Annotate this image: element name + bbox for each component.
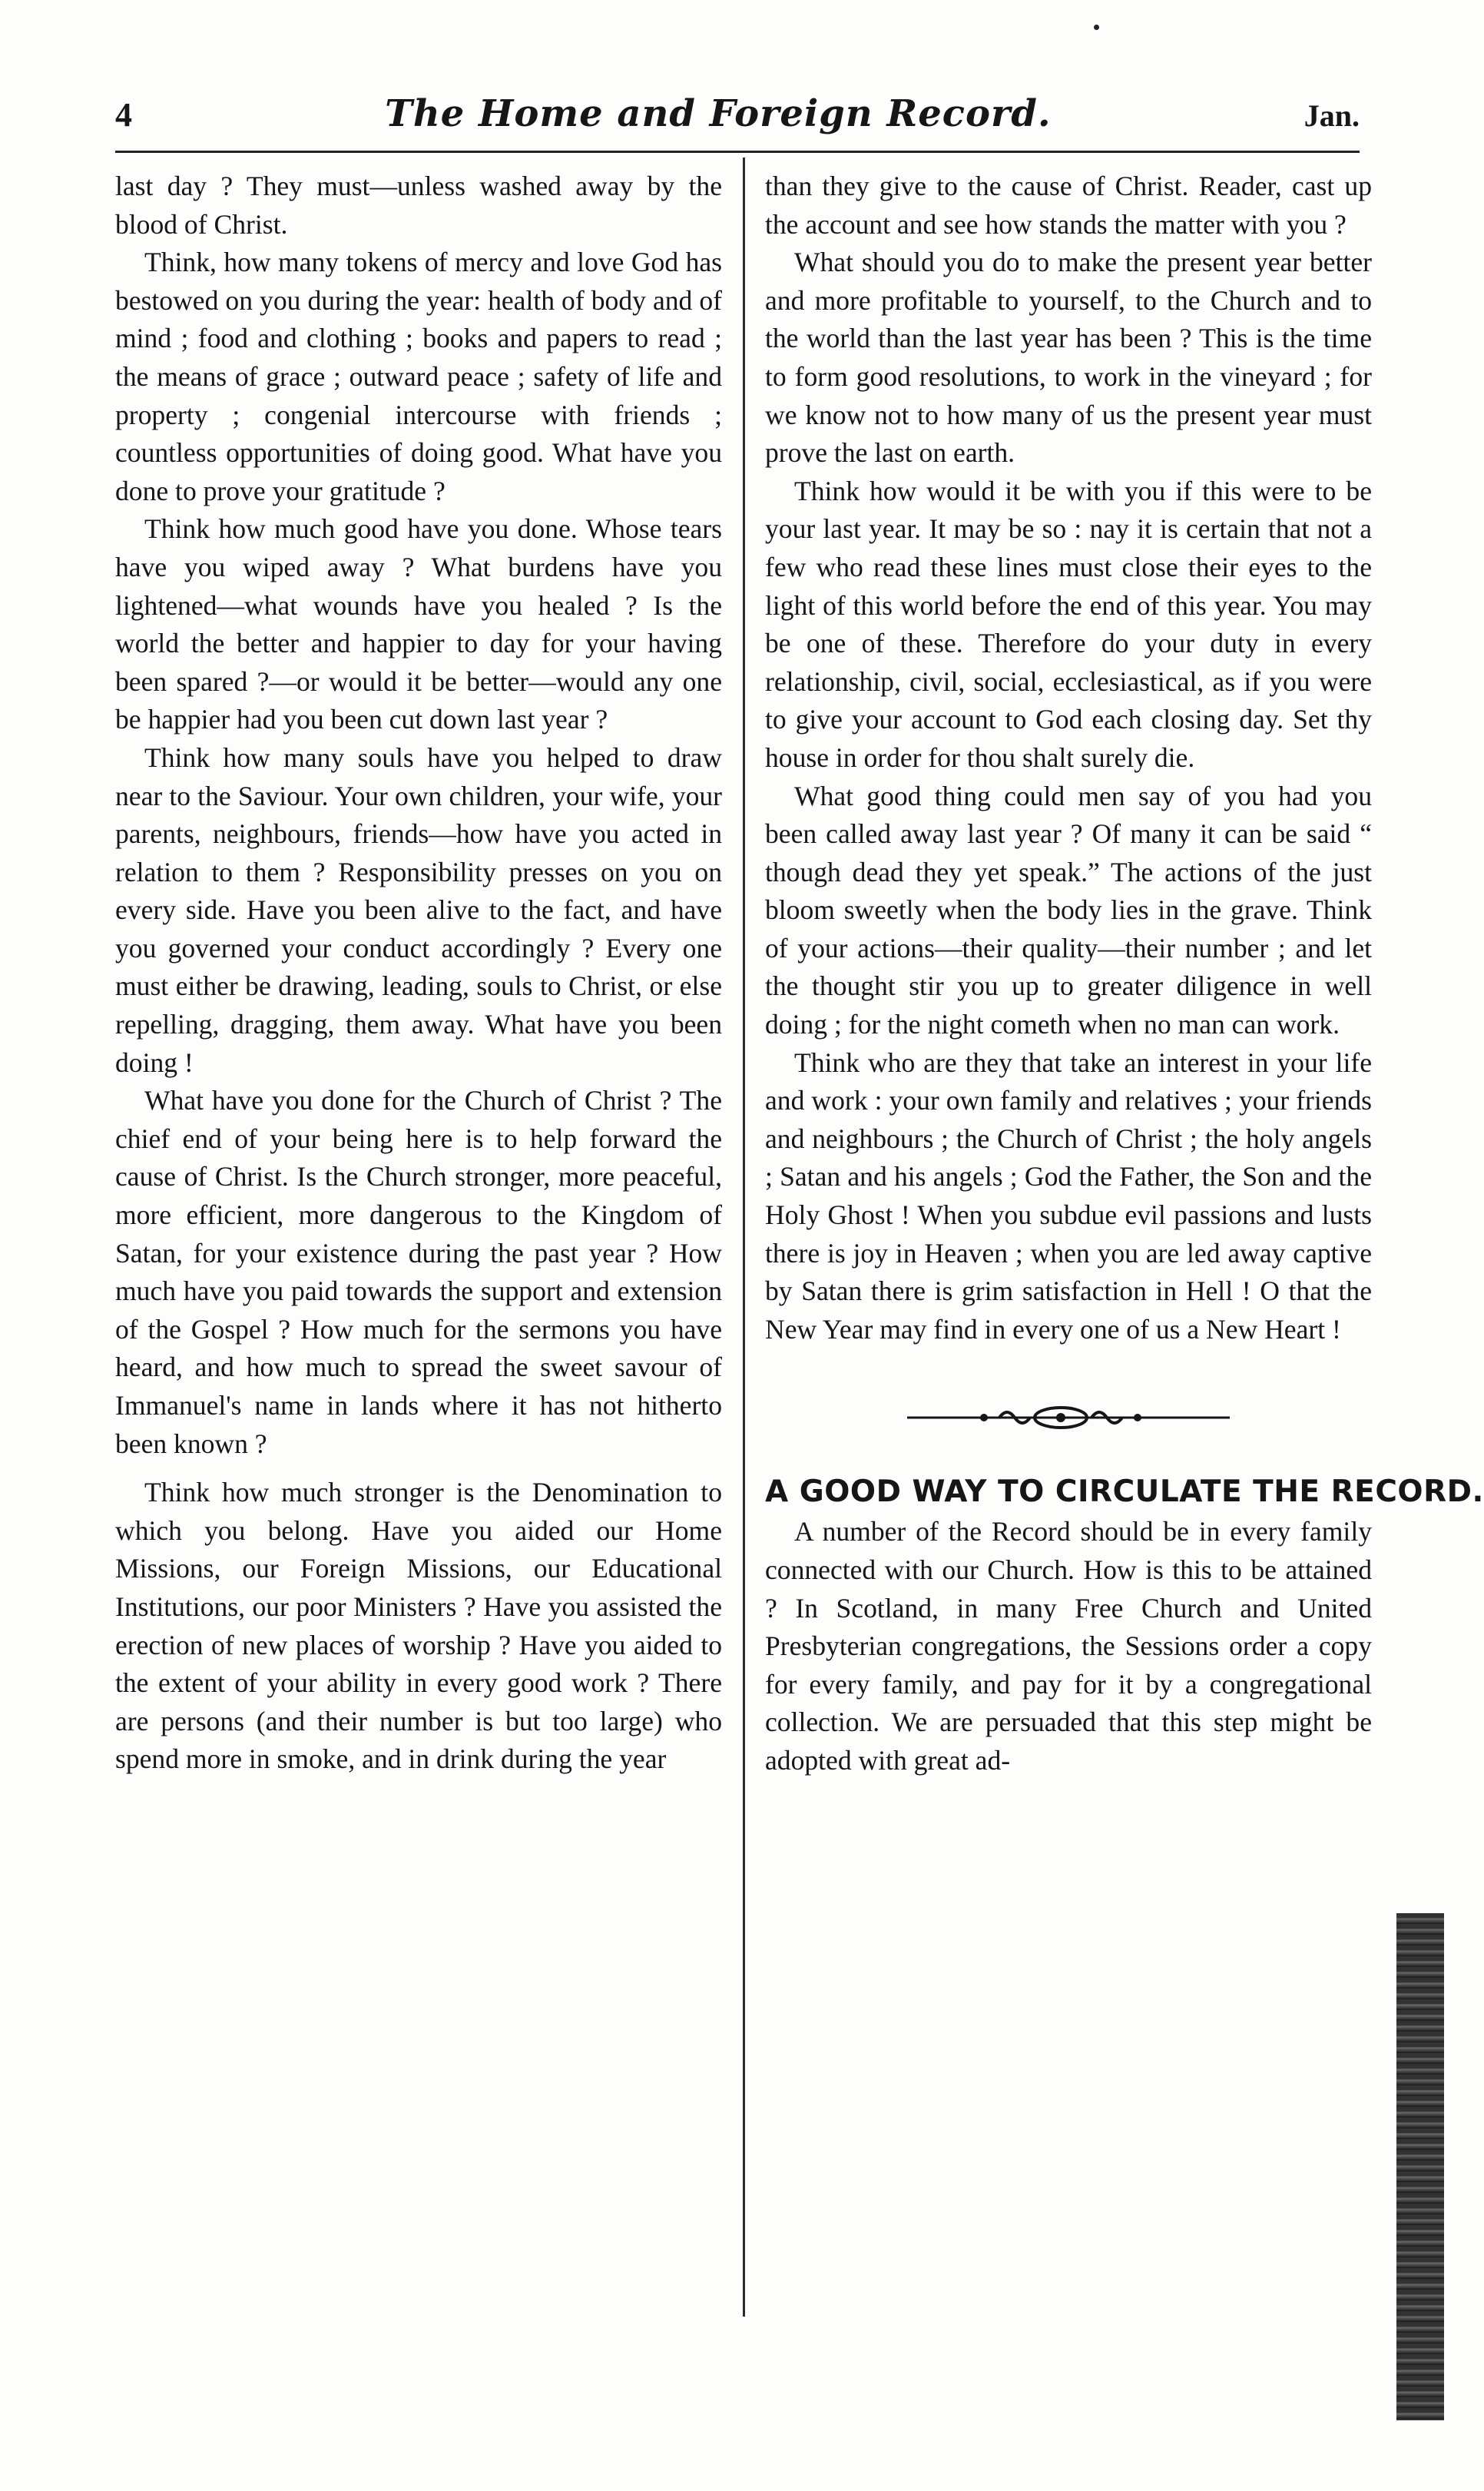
paragraph: What have you done for the Church of Christ ? The chief end of your being here is to help forward the cause of Christ. Is the Church stronger, more peaceful, more efficient, more dangerous to the Kingdom of Satan, for your existence during the past year ? How much have you paid towards the support and extension of the Gospel ? How much for the sermons you have heard, and how much to spread the sweet savour of Immanuel's name in lands where it has not hitherto been known ?: [115, 1085, 722, 1459]
left-column: [115, 168, 722, 2396]
column-divider: [743, 158, 745, 2317]
paragraph: Think how much stronger is the Denomination to which you belong. Have you aided our Home Missions, our Foreign Missions, our Educational Institutions, our poor Ministers ? Have you assisted the erection of new places of worship ? Have you aided to the extent of your ability in every good work ? There are persons (and their number is but too large) who spend more in smoke, and in drink during the year: [115, 1477, 722, 1775]
paragraph: last day ? They must—unless washed away by the blood of Christ.: [115, 171, 722, 240]
scan-edge-shadow: [1396, 1913, 1444, 2420]
paragraph: A number of the Record should be in every family connected with our Church. How is this to be attained ? In Scotland, in many Free Church and United Presbyterian congregations, the Sessions order a copy for every family, and pay for it by a congregational collection. We are persuaded that this step might be adopted with great ad-: [765, 1516, 1372, 1776]
paragraph: What should you do to make the present year better and more profitable to yourself, to the Church and to the world than the last year has been ? This is the time to form good resolutions, to work in the vineyard ; for we know not to how many of us the present year must prove the last on earth.: [765, 247, 1372, 469]
paragraph: Think, how many tokens of mercy and love God has bestowed on you during the year: health of body and of mind ; food and clothing ; books and papers to read ; the means of grace ; outward peace ; safety of life and property ; congenial intercourse with friends ; countless opportunities of doing good. What have you done to prove your gratitude ?: [115, 247, 722, 506]
flourish-icon: [899, 1402, 1237, 1433]
paragraph: Think how much good have you done. Whose tears have you wiped away ? What burdens have you lightened—what wounds have you healed ? Is the world the better and happier to day for your having been spared ?—or would it be better—would any one be happier had you been cut down last year ?: [115, 513, 722, 735]
page-number: 4: [115, 96, 132, 134]
paragraph: Think how would it be with you if this were to be your last year. It may be so : nay it is certain that not a few who read these lines must close their eyes to the light of this world before the end of this year. You may be one of these. Therefore do your duty in every relationship, civil, social, ecclesiastical, as if you were to give your account to God each closing day. Set thy house in order for thou shalt surely die.: [765, 475, 1372, 773]
section-heading: A GOOD WAY TO CIRCULATE THE RECORD.: [765, 1474, 1484, 1510]
ornamental-divider: [765, 1395, 1372, 1441]
masthead-title: The Home and Foreign Record.: [385, 92, 1052, 135]
page-header: [115, 92, 1360, 146]
right-column: [765, 168, 1484, 2396]
header-rule: [115, 151, 1360, 153]
paragraph: than they give to the cause of Christ. Reader, cast up the account and see how stands the matter with you ?: [765, 171, 1372, 240]
paragraph: What good thing could men say of you had you been called away last year ? Of many it can be said “ though dead they yet speak.” The actions of the just bloom sweetly when the body lies in the grave. Think of your actions—their quality—their number ; and let the thought stir you up to greater diligence in well doing ; for the night cometh when no man can work.: [765, 780, 1372, 1040]
issue-month: Jan.: [1303, 98, 1360, 133]
paragraph: Think who are they that take an interest in your life and work : your own family and relatives ; your friends and neighbours ; the Church of Christ ; the holy angels ; Satan and his angels ; God the Father, the Son and the Holy Ghost ! When you subdue evil passions and lusts there is joy in Heaven ; when you are led away captive by Satan there is grim satisfaction in Hell ! O that the New Year may find in every one of us a New Heart !: [765, 1046, 1372, 1345]
ink-speck: [1094, 25, 1099, 30]
paragraph: Think how many souls have you helped to draw near to the Saviour. Your own children, your wife, your parents, neighbours, friends—how have you acted in relation to them ? Responsibility presses on you on every side. Have you been alive to the fact, and have you governed your conduct accordingly ? Every one must either be drawing, leading, souls to Christ, or else repelling, dragging, them away. What have you been doing !: [115, 741, 722, 1078]
